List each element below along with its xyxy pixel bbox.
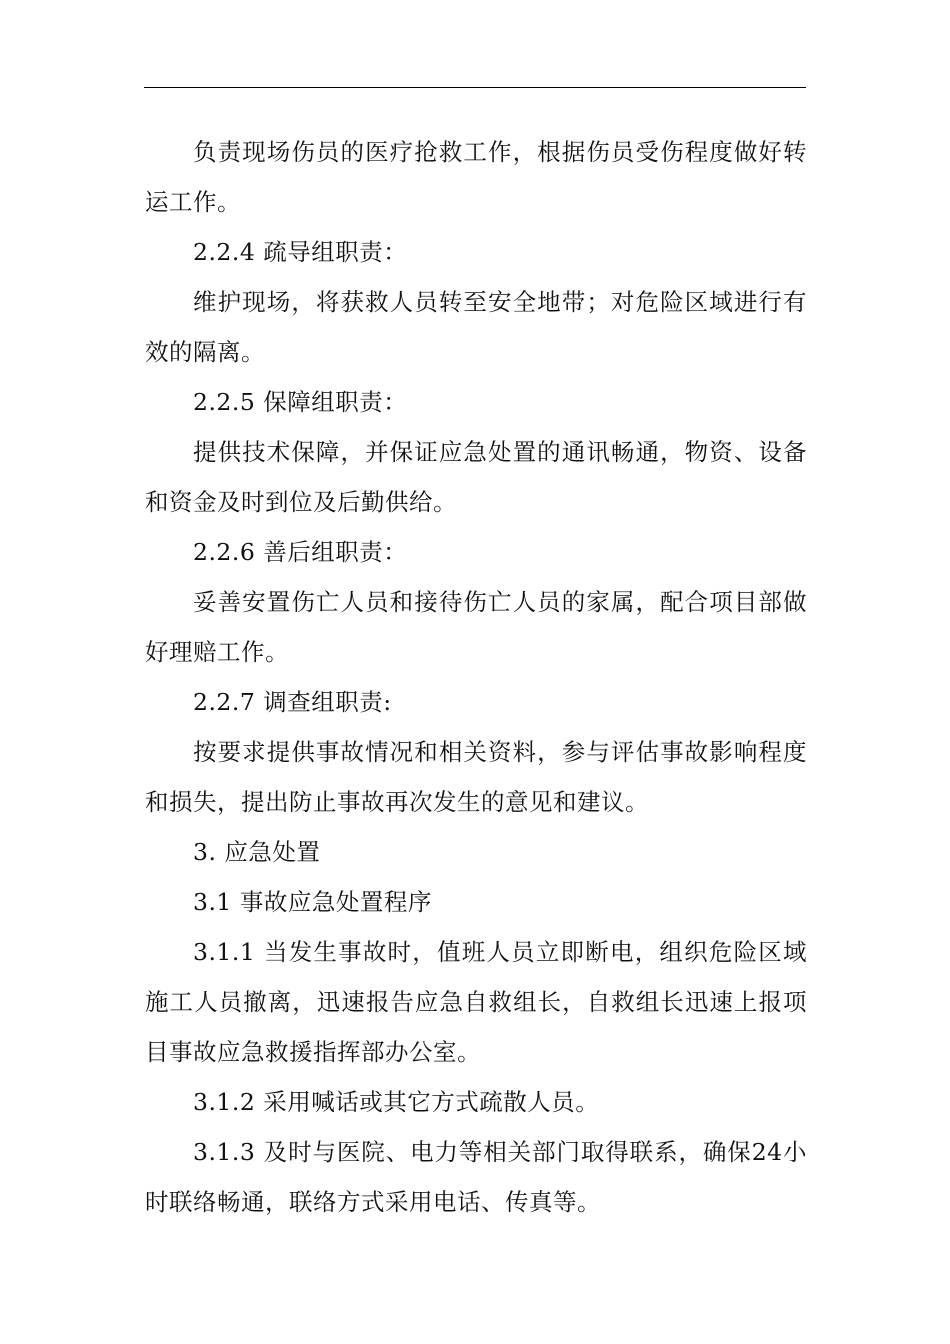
heading-2-2-5: 2.2.5 保障组职责：: [193, 388, 408, 416]
paragraph-evacuation-duties: 维护现场，将获救人员转至安全地带；对危险区域进行有效的隔离。: [145, 288, 807, 366]
header-rule: [144, 87, 806, 88]
paragraph-aftermath-duties: 妥善安置伤亡人员和接待伤亡人员的家属，配合项目部做好理赔工作。: [145, 588, 807, 666]
heading-3: 3. 应急处置: [193, 838, 321, 866]
paragraph-3-1-3: 3.1.3 及时与医院、电力等相关部门取得联系，确保24小时联络畅通，联络方式采用电话、传真等。: [145, 1138, 807, 1216]
heading-2-2-6: 2.2.6 善后组职责：: [193, 538, 408, 566]
paragraph-3-1-1: 3.1.1 当发生事故时，值班人员立即断电，组织危险区域施工人员撤离，迅速报告应急自救组长，自救组长迅速上报项目事故应急救援指挥部办公室。: [145, 938, 807, 1066]
paragraph-3-1-2: 3.1.2 采用喊话或其它方式疏散人员。: [193, 1088, 600, 1116]
paragraph-investigation-duties: 按要求提供事故情况和相关资料，参与评估事故影响程度和损失，提出防止事故再次发生的意见和建议。: [145, 738, 807, 816]
body-text: [145, 127, 807, 1227]
paragraph-medical-duties: 负责现场伤员的医疗抢救工作，根据伤员受伤程度做好转运工作。: [145, 138, 807, 216]
heading-2-2-7: 2.2.7 调查组职责:: [193, 688, 392, 716]
paragraph-support-duties: 提供技术保障，并保证应急处置的通讯畅通，物资、设备和资金及时到位及后勤供给。: [145, 438, 807, 516]
heading-3-1: 3.1 事故应急处置程序: [193, 888, 432, 916]
heading-2-2-4: 2.2.4 疏导组职责：: [193, 238, 408, 266]
